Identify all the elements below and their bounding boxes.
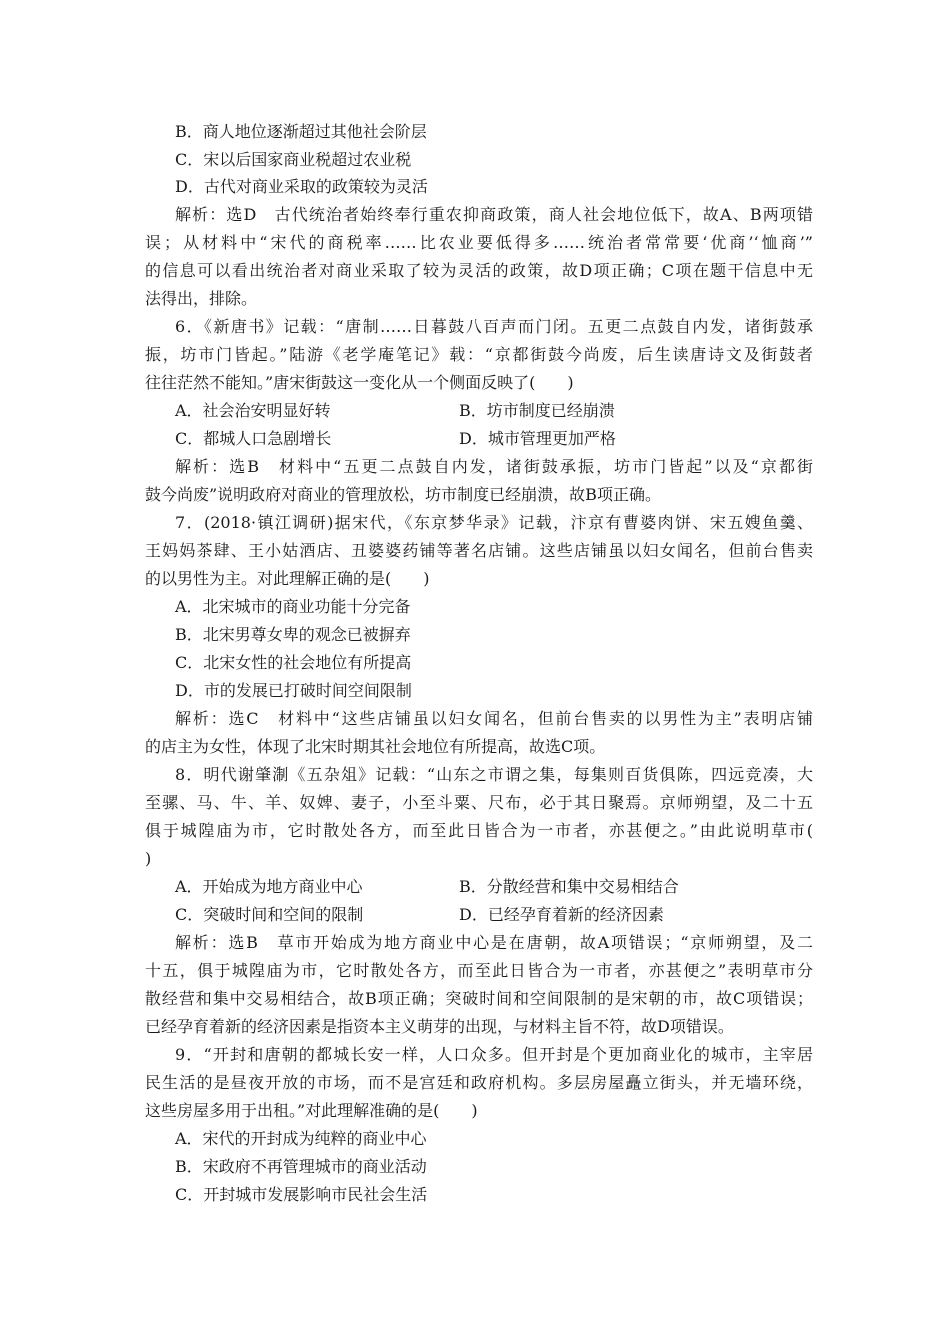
- q8-option-a: A．开始成为地方商业中心: [175, 877, 363, 896]
- q7-option-b: B．北宋男尊女卑的观念已被摒弃: [175, 625, 411, 644]
- q6-option-c: C．都城人口急剧增长: [175, 429, 332, 448]
- q7-stem-line-2: 王妈妈茶肆、王小姑酒店、丑婆婆药铺等著名店铺。这些店铺虽以妇女闻名，但前台售卖: [145, 541, 813, 560]
- q9-option-a: A．宋代的开封成为纯粹的商业中心: [175, 1129, 427, 1148]
- q8-stem-line-3: 俱于城隍庙为市，它时散处各方，而至此日皆合为一市者，亦甚便之。”由此说明草市(: [145, 821, 813, 840]
- q9-stem-line-2: 民生活的是昼夜开放的市场，而不是宫廷和政府机构。多层房屋矗立街头，并无墙环绕，: [145, 1073, 813, 1092]
- q8-option-d: D．已经孕育着新的经济因素: [459, 905, 664, 924]
- q8-option-c: C．突破时间和空间的限制: [175, 905, 364, 924]
- q6-stem-line-1: 6．《新唐书》记载：“唐制……日暮鼓八百声而门闭。五更二点鼓自内发，诸街鼓承: [175, 317, 813, 336]
- q5-analysis-line-2: 误；从材料中“宋代的商税率……比农业要低得多……统治者常常要‘优商’‘恤商’”: [145, 233, 813, 252]
- q7-stem-line-1: 7．(2018·镇江调研)据宋代，《东京梦华录》记载，汴京有曹婆肉饼、宋五嫂鱼羹、: [175, 513, 813, 532]
- q6-option-a: A．社会治安明显好转: [175, 401, 331, 420]
- q7-option-d: D．市的发展已打破时间空间限制: [175, 681, 412, 700]
- q8-analysis-line-2: 十五，俱于城隍庙为市，它时散处各方，而至此日皆合为一市者，亦甚便之”表明草市分: [145, 961, 813, 980]
- q9-stem-line-3: 这些房屋多用于出租。”对此理解准确的是( ): [145, 1101, 478, 1120]
- q7-analysis-line-2: 的店主为女性，体现了北宋时期其社会地位有所提高，故选C项。: [145, 737, 606, 756]
- q8-analysis-line-3: 散经营和集中交易相结合，故B项正确；突破时间和空间限制的是宋朝的市，故C项错误；: [145, 989, 813, 1008]
- q9-stem-line-1: 9．“开封和唐朝的都城长安一样，人口众多。但开封是个更加商业化的城市，主宰居: [175, 1045, 813, 1064]
- q8-stem-line-1: 8．明代谢肇淛《五杂俎》记载：“山东之市谓之集，每集则百货俱陈，四远竞凑，大: [175, 765, 813, 784]
- q8-analysis-line-1: 解析：选B 草市开始成为地方商业中心是在唐朝，故A项错误；“京师朔望，及二: [175, 933, 813, 952]
- q7-stem-line-3: 的以男性为主。对此理解正确的是( ): [145, 569, 430, 588]
- q5-analysis-line-3: 的信息可以看出统治者对商业采取了较为灵活的政策，故D项正确；C项在题干信息中无: [145, 261, 813, 280]
- q7-option-c: C．北宋女性的社会地位有所提高: [175, 653, 412, 672]
- q5-option-b: B．商人地位逐渐超过其他社会阶层: [175, 122, 427, 141]
- q7-analysis-line-1: 解析：选C 材料中“这些店铺虽以妇女闻名，但前台售卖的以男性为主”表明店铺: [175, 709, 813, 728]
- q6-option-b: B．坊市制度已经崩溃: [459, 401, 615, 420]
- q5-option-d: D．古代对商业采取的政策较为灵活: [175, 177, 428, 196]
- q5-option-c: C．宋以后国家商业税超过农业税: [175, 150, 412, 169]
- q6-analysis-line-1: 解析：选B 材料中“五更二点鼓自内发，诸街鼓承振，坊市门皆起”以及“京都街: [175, 457, 813, 476]
- q7-option-a: A．北宋城市的商业功能十分完备: [175, 597, 411, 616]
- q5-analysis-line-4: 法得出，排除。: [145, 289, 258, 308]
- q6-stem-line-2: 振，坊市门皆起。”陆游《老学庵笔记》载：“京都街鼓今尚废，后生读唐诗文及街鼓者: [145, 345, 813, 364]
- q6-analysis-line-2: 鼓今尚废”说明政府对商业的管理放松，坊市制度已经崩溃，故B项正确。: [145, 485, 661, 504]
- q9-option-b: B．宋政府不再管理城市的商业活动: [175, 1157, 427, 1176]
- q8-option-b: B．分散经营和集中交易相结合: [459, 877, 679, 896]
- q8-analysis-line-4: 已经孕育着新的经济因素是指资本主义萌芽的出现，与材料主旨不符，故D项错误。: [145, 1017, 734, 1036]
- q8-stem-line-4: ): [145, 849, 152, 868]
- q6-stem-line-3: 往往茫然不能知。”唐宋街鼓这一变化从一个侧面反映了( ): [145, 373, 574, 392]
- q6-option-d: D．城市管理更加严格: [459, 429, 616, 448]
- q5-analysis-line-1: 解析：选D 古代统治者始终奉行重农抑商政策，商人社会地位低下，故A、B两项错: [175, 205, 813, 224]
- q9-option-c: C．开封城市发展影响市民社会生活: [175, 1185, 428, 1204]
- q8-stem-line-2: 至骡、马、牛、羊、奴婢、妻子，小至斗粟、尺布，必于其日聚焉。京师朔望，及二十五: [145, 793, 813, 812]
